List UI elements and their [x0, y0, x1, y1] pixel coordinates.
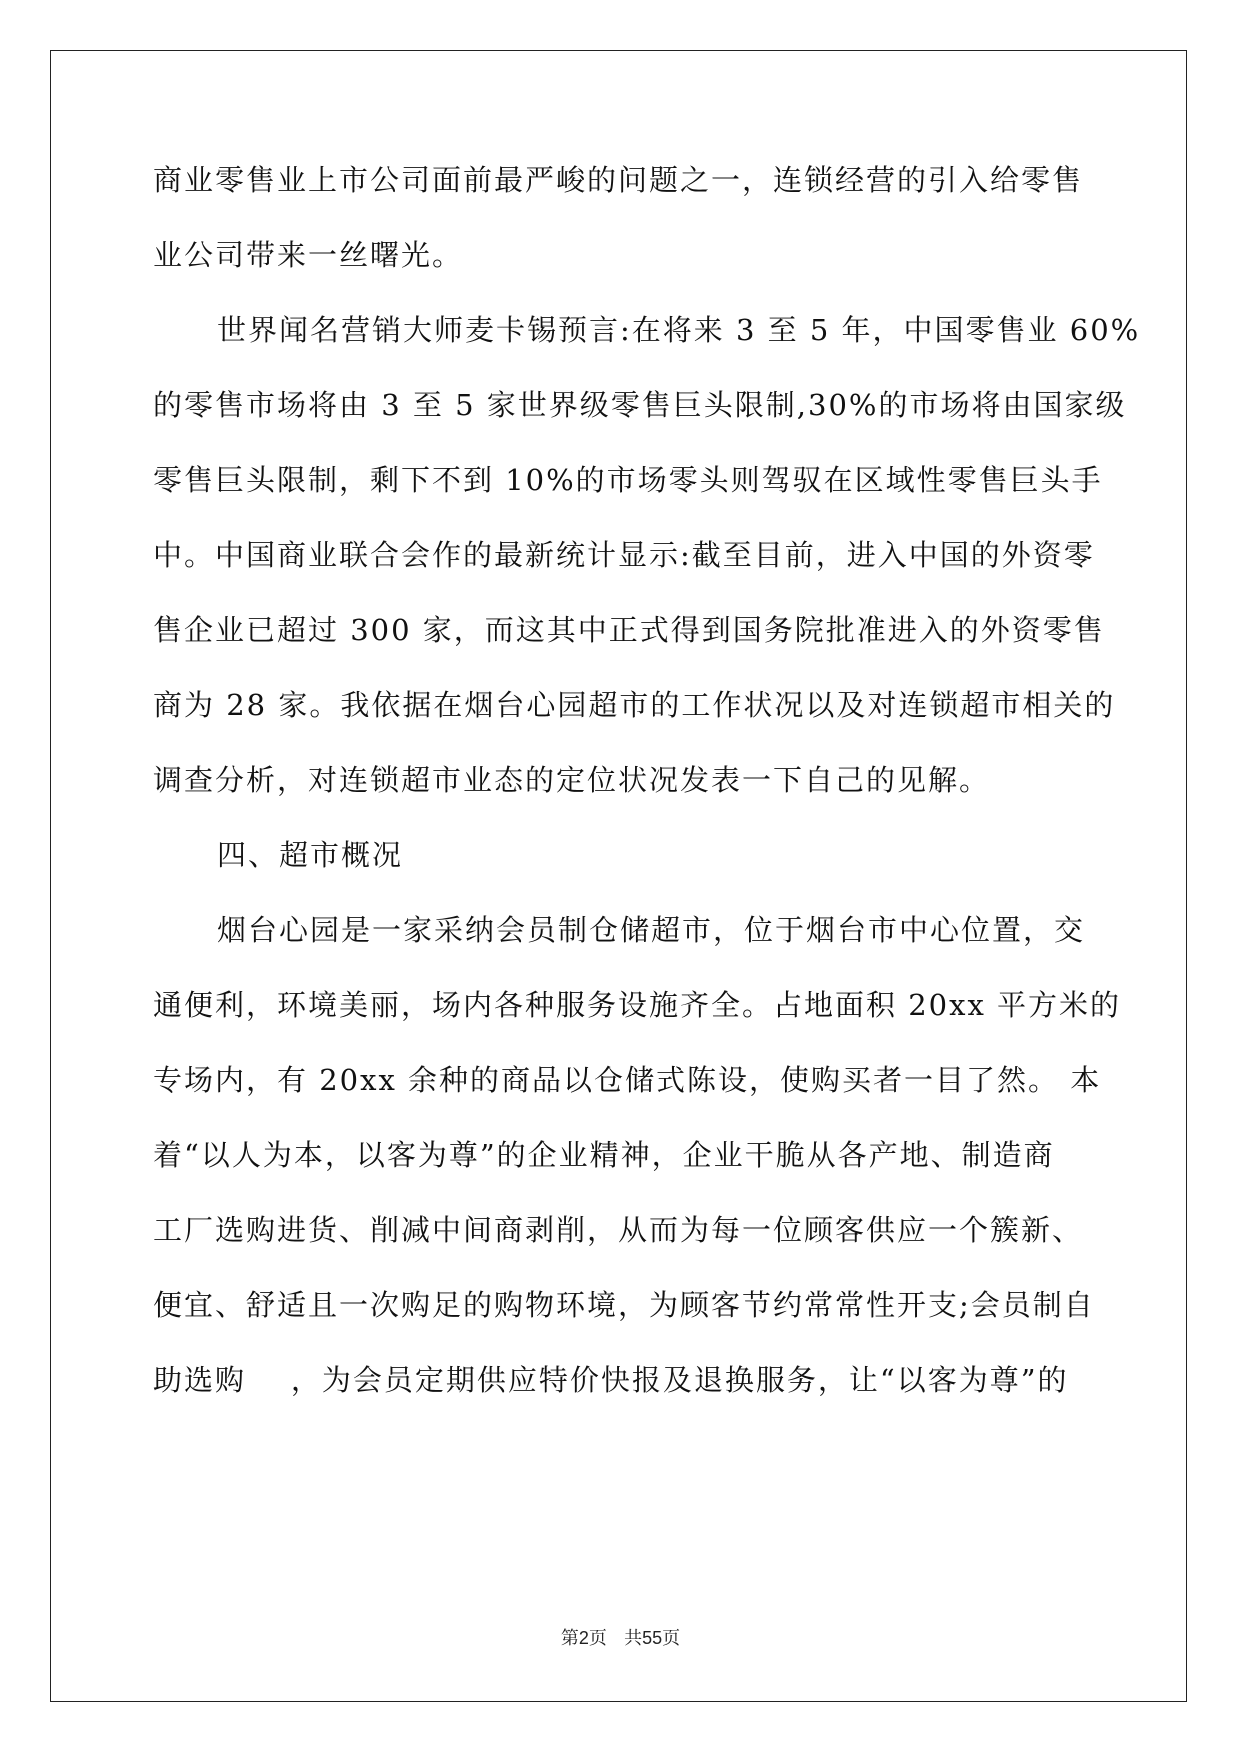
text-line: 通便利，环境美丽，场内各种服务设施齐全。占地面积 20xx 平方米的: [153, 988, 1122, 1022]
total-page-number: 55: [642, 1628, 663, 1648]
footer-total-prefix: 共: [624, 1628, 643, 1649]
text-line: 的零售市场将由 3 至 5 家世界级零售巨头限制,30%的市场将由国家级: [153, 388, 1127, 422]
footer-prefix: 第: [560, 1628, 579, 1649]
text-line: 商业零售业上市公司面前最严峻的问题之一，连锁经营的引入给零售: [153, 163, 1084, 197]
text-line: 专场内，有 20xx 余种的商品以仓储式陈设，使购买者一目了然。 本: [153, 1063, 1102, 1097]
text-line: 调查分析，对连锁超市业态的定位状况发表一下自己的见解。: [153, 763, 991, 797]
text-line: 便宜、舒适且一次购足的购物环境，为顾客节约常常性开支;会员制自: [153, 1288, 1095, 1322]
text-line: 烟台心园是一家采纳会员制仓储超市，位于烟台市中心位置，交: [217, 913, 1086, 947]
text-line: 商为 28 家。我依据在烟台心园超市的工作状况以及对连锁超市相关的: [153, 688, 1116, 722]
page-footer: [0, 1624, 1241, 1650]
text-line: 助选购 ，为会员定期供应特价快报及退换服务，让“以客为尊”的: [153, 1363, 1069, 1397]
footer-page-unit: 页: [588, 1628, 607, 1649]
page-frame: [50, 50, 1187, 1702]
text-line: 售企业已超过 300 家，而这其中正式得到国务院批准进入的外资零售: [153, 613, 1105, 647]
footer-total-unit: 页: [662, 1628, 681, 1649]
text-line: 着“以人为本，以客为尊”的企业精神，企业干脆从各产地、制造商: [153, 1138, 1055, 1172]
text-line: 世界闻名营销大师麦卡锡预言:在将来 3 至 5 年，中国零售业 60%: [217, 313, 1141, 347]
text-line: 零售巨头限制，剩下不到 10%的市场零头则驾驭在区域性零售巨头手: [153, 463, 1103, 497]
text-line: 中。中国商业联合会作的最新统计显示:截至目前，进入中国的外资零: [153, 538, 1095, 572]
text-line: 工厂选购进货、削减中间商剥削，从而为每一位顾客供应一个簇新、: [153, 1213, 1084, 1247]
text-line: 业公司带来一丝曙光。: [153, 238, 464, 272]
current-page-number: 2: [578, 1628, 589, 1648]
text-line: 四、超市概况: [217, 838, 404, 872]
